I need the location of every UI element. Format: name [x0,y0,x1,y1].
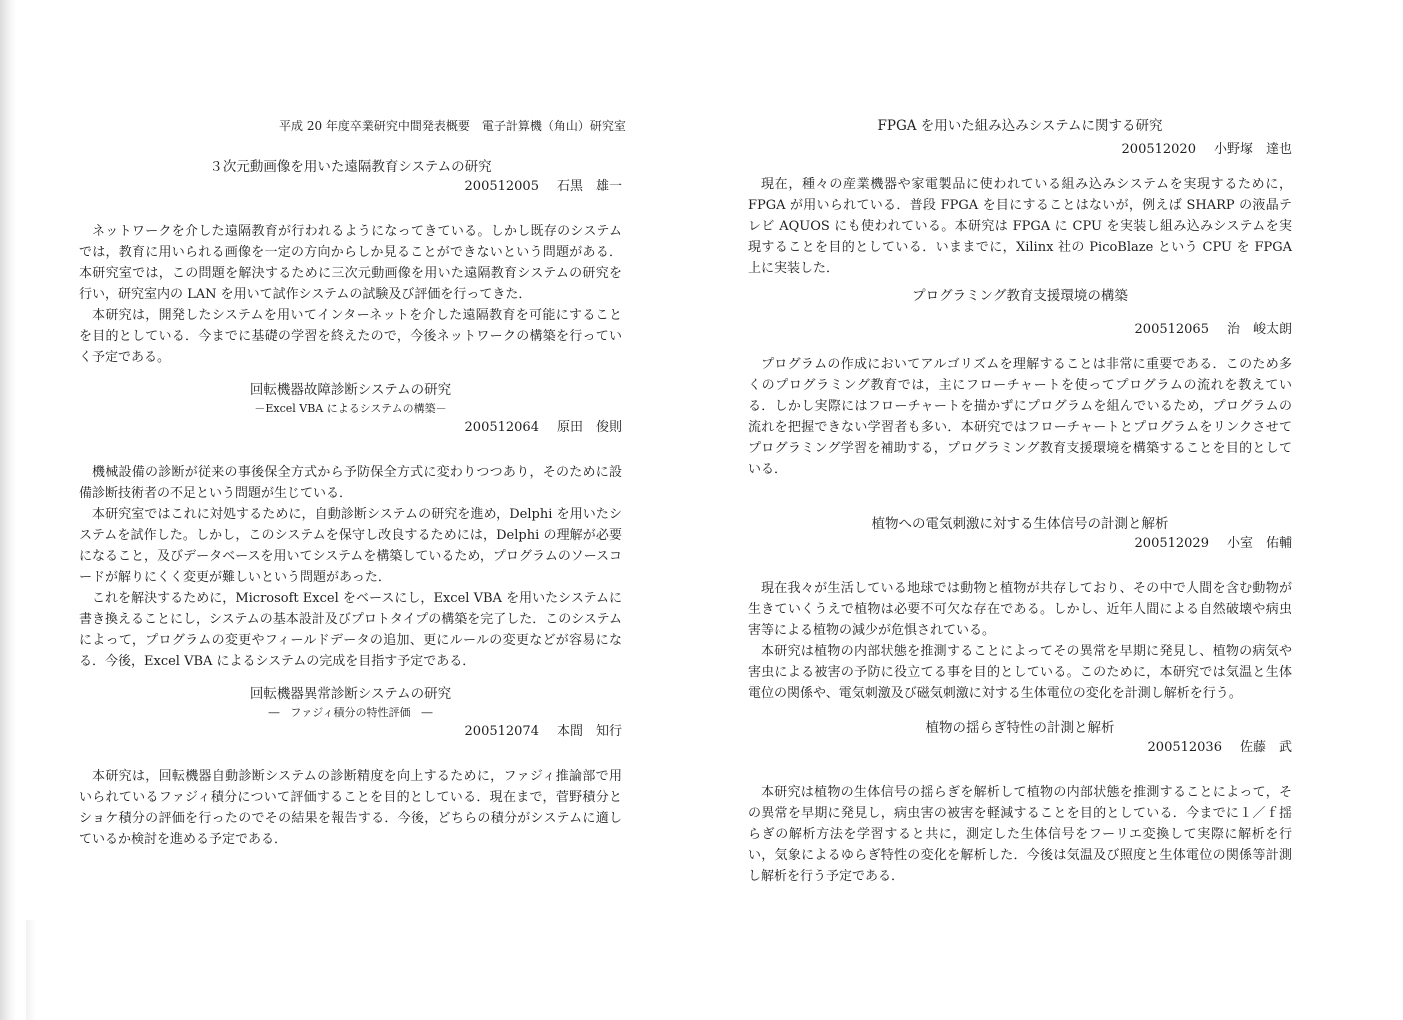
author-name: 本間 知行 [556,724,622,739]
paragraph: 本研究は植物の内部状態を推測することによってその異常を早期に発見し、植物の病気や害虫による被害の予防に役立てる事を目的としている。このために，本研究では気温と生体電位の関係や、電気刺激及び磁気刺激に対する生体電位の変化を計測し解析を行う。 [748,644,1292,701]
article-plant-fluctuation [748,718,1292,887]
student-id: 200512064 [464,420,539,435]
article-title: 回転機器故障診断システムの研究 [249,382,452,398]
paragraph: これを解決するために，Microsoft Excel をベースにし，Excel VBA を用いたシステムに書き換えることにし，システムの基本設計及びプロトタイプの構築を完了した．このシステムによって，プログラムの変更やフィールドデータの追加、更にルールの変更などが容易になる．今後，Excel VBA によるシステムの完成を目指す予定である． [79,591,622,669]
scan-shadow-corner [26,920,36,1020]
article-rotating-machine-fault [79,380,622,672]
paragraph: 機械設備の診断が従来の事後保全方式から予防保全方式に変わりつつあり，そのために設備診断技術者の不足という問題が生じている． [79,465,622,501]
article-author [748,140,1292,160]
paragraph: 現在，種々の産業機器や家電製品に使われている組み込みシステムを実現するために，FPGA が用いられている．普段 FPGA を目にすることはないが，例えば SHARP の液晶テレビ AQUOS にも使われている。本研究は FPGA に CPU を実装し組み込みシステムを実現することを目的としている．いままでに，Xilinx 社の PicoBlaze という CPU を FPGA 上に実装した． [748,177,1292,276]
article-author [79,418,622,438]
article-author [79,177,622,197]
paragraph: ネットワークを介した遠隔教育が行われるようになってきている。しかし既存のシステムでは，教育に用いられる画像を一定の方向からしか見ることができないという問題がある．本研究室では，この問題を解決するために三次元動画像を用いた遠隔教育システムの研究を行い，研究室内の LAN を用いて試作システムの試験及び評価を行ってきた． [79,224,622,302]
paragraph: 本研究室ではこれに対処するために，自動診断システムの研究を進め，Delphi を用いたシステムを試作した。しかし，このシステムを保守し改良するためには，Delphi の理解が必要になること，及びデータベースを用いてシステムを構築しているため，プログラムのソースコードが解りにくく変更が難しいという問題があった． [79,507,622,585]
student-id: 200512065 [1134,322,1209,337]
student-id: 200512036 [1147,740,1222,755]
article-author [748,534,1292,554]
author-name: 佐藤 武 [1239,740,1292,755]
article-title: 植物の揺らぎ特性の計測と解析 [925,720,1115,736]
paragraph: プログラムの作成においてアルゴリズムを理解することは非常に重要である．このため多くのプログラミング教育では，主にフローチャートを使ってプログラムの流れを教えている．しかし実際にはフローチャートを描かずにプログラムを組んでいるため，プログラムの流れを把握できない学習者も多い．本研究ではフローチャートとプログラムをリンクさせてプログラミング学習を補助する，プログラミング教育支援環境を構築することを目的としている． [748,357,1292,477]
student-id: 200512005 [464,179,539,194]
article-title: 植物への電気刺激に対する生体信号の計測と解析 [871,516,1169,532]
article-rotating-machine-anomaly [79,684,622,850]
author-name: 小野塚 達也 [1213,142,1292,157]
article-plant-electrical-stimulus [748,514,1292,704]
article-subtitle: －Excel VBA によるシステムの構築－ [254,402,447,415]
article-title: ３次元動画像を用いた遠隔教育システムの研究 [209,159,492,175]
page-header: 平成 20 年度卒業研究中間発表概要 電子計算機（角山）研究室 [279,119,626,133]
article-body [79,221,622,368]
paragraph: 本研究は植物の生体信号の揺らぎを解析して植物の内部状態を推測することによって，その異常を早期に発見し，病虫害の被害を軽減することを目的としている．今までに１／ｆ揺らぎの解析方法を学習すると共に，測定した生体信号をフーリエ変換して実際に解析を行い，気象によるゆらぎ特性の変化を解析した．今後は気温及び照度と生体電位の関係等計測し解析を行う予定である． [748,785,1292,884]
article-remote-education [79,157,622,368]
student-id: 200512020 [1121,142,1196,157]
scan-shadow-edge [0,0,16,1020]
article-subtitle: ― ファジィ積分の特性評価 ― [268,706,433,719]
author-name: 原田 俊則 [556,420,622,435]
author-name: 石黒 雄一 [556,179,622,194]
article-title: 回転機器異常診断システムの研究 [249,686,452,702]
paragraph: 現在我々が生活している地球では動物と植物が共存しており、その中で人間を含む動物が生きていくうえで植物は必要不可欠な存在である。しかし、近年人間による自然破壊や病虫害等による植物の減少が危惧されている。 [748,581,1292,638]
article-body [748,782,1292,887]
article-body [79,766,622,850]
article-title: プログラミング教育支援環境の構築 [912,288,1128,304]
article-body [748,578,1292,704]
author-name: 小室 佑輔 [1226,536,1292,551]
article-programming-education [748,286,1292,480]
article-body [748,174,1292,279]
author-name: 治 峻太朗 [1226,322,1292,337]
paragraph: 本研究は，回転機器自動診断システムの診断精度を向上するために，ファジィ推論部で用いられているファジィ積分について評価することを目的としている．現在まで，菅野積分とショケ積分の評価を行ったのでその結果を報告する．今後，どちらの積分がシステムに適しているか検討を進める予定である． [79,769,622,847]
article-author [79,722,622,742]
article-body [748,354,1292,480]
article-fpga-embedded [748,116,1292,279]
student-id: 200512029 [1134,536,1209,551]
article-body [79,462,622,672]
paragraph: 本研究は，開発したシステムを用いてインターネットを介した遠隔教育を可能にすることを目的としている．今までに基礎の学習を終えたので，今後ネットワークの構築を行っていく予定である。 [79,308,622,365]
article-title: FPGA を用いた組み込みシステムに関する研究 [877,118,1163,134]
article-author [748,738,1292,758]
article-author [748,320,1292,340]
student-id: 200512074 [464,724,539,739]
